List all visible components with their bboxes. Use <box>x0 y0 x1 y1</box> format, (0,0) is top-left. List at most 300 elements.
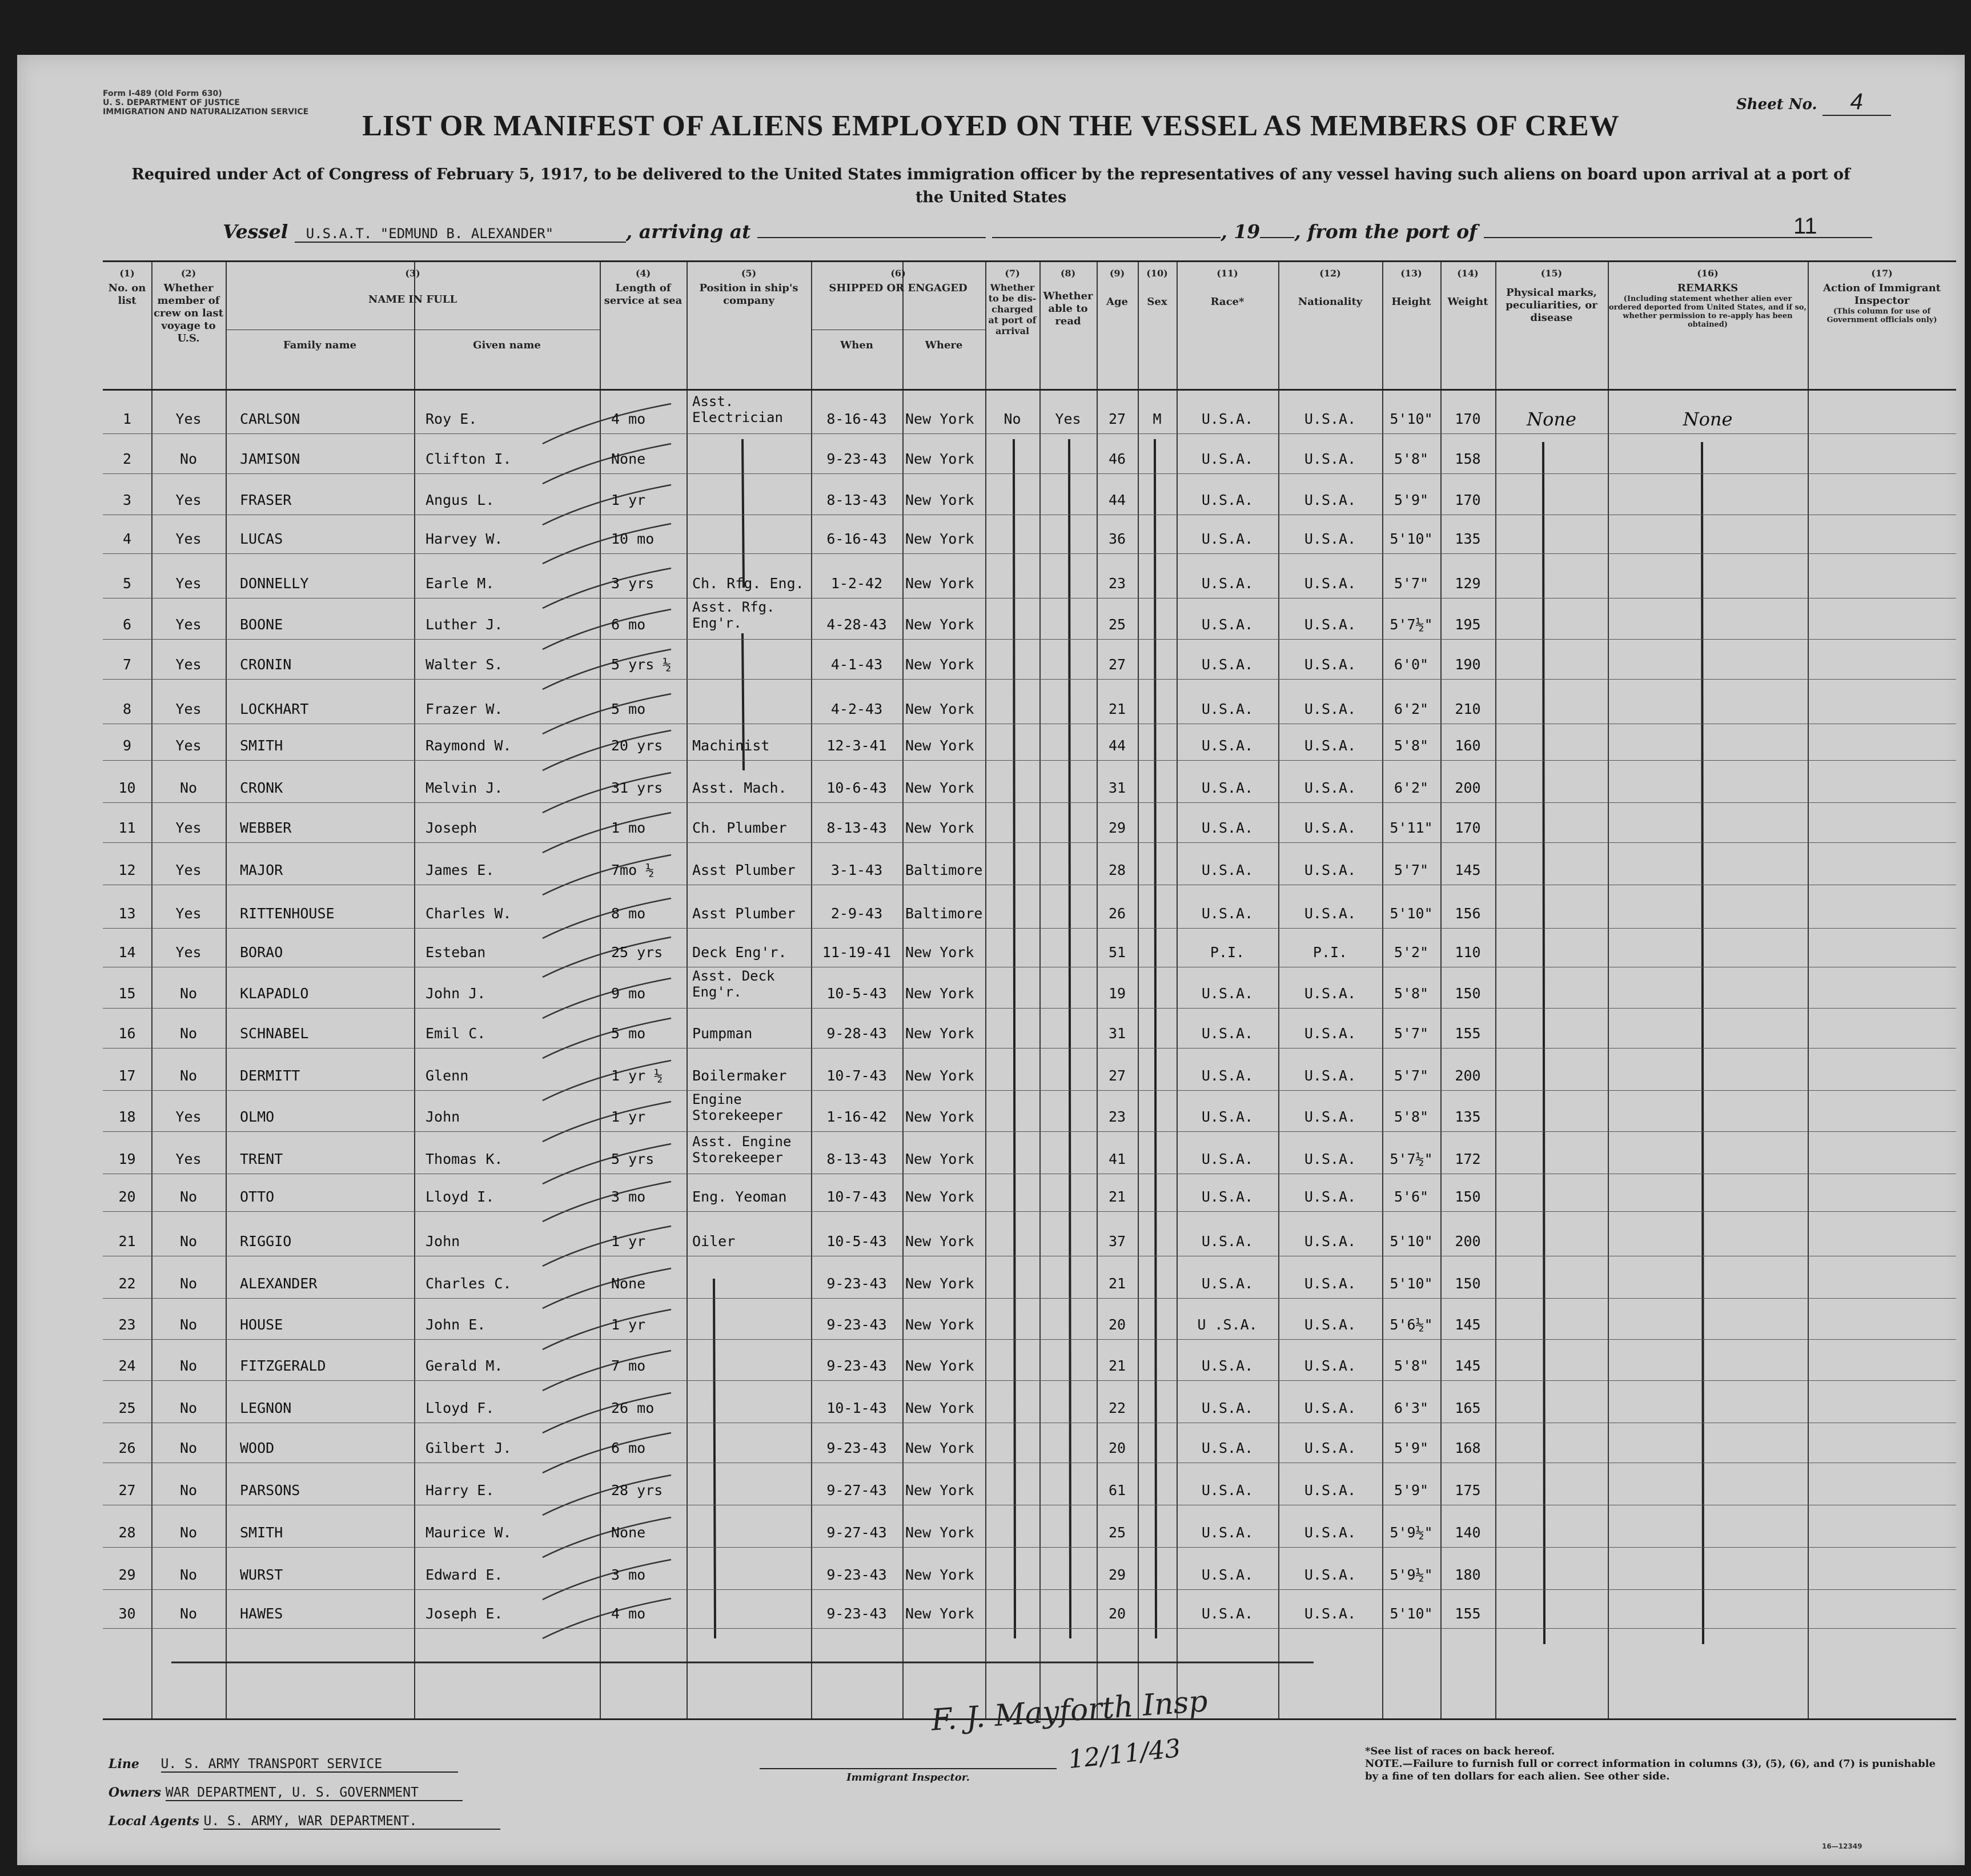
cell-no: 18 <box>118 1108 136 1125</box>
cell-height: 5'7" <box>1394 1067 1429 1084</box>
cell-last: No <box>179 1482 198 1499</box>
cell-age: 36 <box>1108 531 1126 547</box>
cell-nationality: U.S.A. <box>1304 1151 1356 1167</box>
header-inspector-action: (17) Action of Immigrant Inspector (This column for use of Government officials only) <box>1823 268 1941 324</box>
cell-no: 12 <box>118 862 136 878</box>
cell-where: New York <box>905 1605 974 1622</box>
cell-age: 44 <box>1108 492 1126 508</box>
cell-height: 5'6½" <box>1390 1316 1433 1333</box>
header-shipped-or-engaged: (6) SHIPPED OR ENGAGED <box>829 268 968 294</box>
cell-given: Roy E. <box>425 411 477 427</box>
cell-where: New York <box>905 701 974 717</box>
cell-nationality: U.S.A. <box>1304 575 1356 592</box>
cell-weight: 156 <box>1455 905 1481 922</box>
cell-where: New York <box>905 492 974 508</box>
line-field <box>109 1757 458 1773</box>
cell-no: 15 <box>118 985 136 1002</box>
cell-family: SMITH <box>240 737 283 754</box>
cell-family: DONNELLY <box>240 575 309 592</box>
cell-given: Charles W. <box>425 905 512 922</box>
cell-service: 25 yrs <box>611 944 663 961</box>
cell-height: 5'9½" <box>1390 1566 1433 1583</box>
row-rule <box>103 679 1956 680</box>
cell-where: New York <box>905 531 974 547</box>
cell-race: U.S.A. <box>1201 1067 1254 1084</box>
cell-where: New York <box>905 1482 974 1499</box>
cell-when: 9-23-43 <box>826 1605 887 1622</box>
cell-given: Thomas K. <box>425 1151 503 1167</box>
document-title: LIST OR MANIFEST OF ALIENS EMPLOYED ON THE VESSEL AS MEMBERS OF CREW <box>362 110 1620 142</box>
cell-race: U.S.A. <box>1201 862 1254 878</box>
cell-age: 20 <box>1108 1605 1126 1622</box>
cell-race: U .S.A. <box>1197 1316 1258 1333</box>
cell-weight: 210 <box>1455 701 1481 717</box>
cell-where: New York <box>905 1108 974 1125</box>
header-sex: (10) Sex <box>1146 268 1168 308</box>
cell-family: MAJOR <box>240 862 283 878</box>
cell-service: 4 mo <box>611 411 646 427</box>
cell-nationality: U.S.A. <box>1304 905 1356 922</box>
cell-weight: 145 <box>1455 862 1481 878</box>
cell-family: CRONIN <box>240 656 292 673</box>
cell-nationality: U.S.A. <box>1304 616 1356 633</box>
sheet-number-value: 4 <box>1823 89 1891 116</box>
cell-family: PARSONS <box>240 1482 300 1499</box>
cell-age: 25 <box>1108 1524 1126 1541</box>
cell-when: 10-5-43 <box>826 1233 887 1250</box>
row-rule <box>103 1211 1956 1212</box>
cell-given: Angus L. <box>425 492 495 508</box>
row-rule <box>103 1380 1956 1381</box>
cell-when: 9-27-43 <box>826 1482 887 1499</box>
cell-height: 5'8" <box>1394 737 1429 754</box>
line-value: U. S. ARMY TRANSPORT SERVICE <box>161 1757 458 1773</box>
cell-no: 22 <box>118 1275 136 1292</box>
cell-when: 9-23-43 <box>826 451 887 467</box>
cell-position: Deck Eng'r. <box>692 944 787 961</box>
row-rule <box>103 1339 1956 1340</box>
cell-last: Yes <box>175 820 202 836</box>
cell-nationality: U.S.A. <box>1304 1067 1356 1084</box>
cell-nationality: U.S.A. <box>1304 1357 1356 1374</box>
cell-last: No <box>179 1524 198 1541</box>
cell-age: 26 <box>1108 905 1126 922</box>
cell-age: 41 <box>1108 1151 1126 1167</box>
cell-service: 4 mo <box>611 1605 646 1622</box>
cell-where: New York <box>905 1188 974 1205</box>
cell-given: Maurice W. <box>425 1524 512 1541</box>
cell-race: U.S.A. <box>1201 411 1254 427</box>
header-able-to-read: (8) Whether able to read <box>1043 268 1093 327</box>
cell-service: 5 yrs ½ <box>611 656 672 673</box>
cell-family: BOONE <box>240 616 283 633</box>
cell-race: U.S.A. <box>1201 492 1254 508</box>
cell-age: 31 <box>1108 780 1126 796</box>
note-races: *See list of races on back hereof. <box>1365 1745 1555 1757</box>
cell-nationality: U.S.A. <box>1304 411 1356 427</box>
cell-height: 5'10" <box>1390 411 1433 427</box>
year-label: , 19 <box>1221 220 1261 243</box>
vessel-name: U.S.A.T. "EDMUND B. ALEXANDER" <box>295 226 626 243</box>
cell-service: 20 yrs <box>611 737 663 754</box>
row-rule <box>103 473 1956 474</box>
header-height: (13) Height <box>1391 268 1431 308</box>
manifest-number: 11 <box>1793 214 1817 239</box>
cell-last: Yes <box>175 531 202 547</box>
row-rule <box>103 639 1956 640</box>
cell-race: U.S.A. <box>1201 1151 1254 1167</box>
cell-when: 9-27-43 <box>826 1524 887 1541</box>
cell-family: OTTO <box>240 1188 275 1205</box>
cell-height: 5'7" <box>1394 1025 1429 1042</box>
cell-age: 51 <box>1108 944 1126 961</box>
row-rule <box>103 1628 1956 1629</box>
cell-where: Baltimore <box>905 862 983 878</box>
cell-nationality: U.S.A. <box>1304 656 1356 673</box>
print-code: 16—12349 <box>1822 1842 1862 1850</box>
header-discharged: (7) Whether to be dis-charged at port of arrival <box>988 268 1037 336</box>
header-family-name: Family name <box>283 339 357 351</box>
cell-height: 5'10" <box>1390 905 1433 922</box>
cell-age: 28 <box>1108 862 1126 878</box>
row-rule <box>103 1589 1956 1590</box>
cell-nationality: U.S.A. <box>1304 1188 1356 1205</box>
cell-family: HAWES <box>240 1605 283 1622</box>
cell-weight: 155 <box>1455 1605 1481 1622</box>
cell-age: 27 <box>1108 411 1126 427</box>
cell-no: 23 <box>118 1316 136 1333</box>
cell-nationality: U.S.A. <box>1304 1275 1356 1292</box>
cell-height: 5'7½" <box>1390 1151 1433 1167</box>
cell-weight: 135 <box>1455 1108 1481 1125</box>
cell-position: Boilermaker <box>692 1067 787 1084</box>
cell-no: 27 <box>118 1482 136 1499</box>
cell-race: U.S.A. <box>1201 1440 1254 1456</box>
cell-age: 46 <box>1108 451 1126 467</box>
cell-family: CRONK <box>240 780 283 796</box>
cell-when: 8-13-43 <box>826 1151 887 1167</box>
cell-nationality: U.S.A. <box>1304 985 1356 1002</box>
cell-family: LUCAS <box>240 531 283 547</box>
cell-weight: 170 <box>1455 411 1481 427</box>
cell-given: Gerald M. <box>425 1357 503 1374</box>
cell-where: New York <box>905 1440 974 1456</box>
cell-weight: 150 <box>1455 985 1481 1002</box>
cell-race: U.S.A. <box>1201 1357 1254 1374</box>
cell-height: 5'9½" <box>1390 1524 1433 1541</box>
cell-height: 5'7" <box>1394 575 1429 592</box>
cell-no: 4 <box>122 531 132 547</box>
ditto-line-sex <box>1155 439 1156 1638</box>
cell-given: John E. <box>425 1316 486 1333</box>
cell-where: New York <box>905 656 974 673</box>
cell-last: No <box>179 985 198 1002</box>
cell-nationality: U.S.A. <box>1304 1025 1356 1042</box>
header-given-name: Given name <box>473 339 541 351</box>
cell-given: Harry E. <box>425 1482 495 1499</box>
cell-last: Yes <box>175 616 202 633</box>
cell-last: Yes <box>175 656 202 673</box>
cell-given: Glenn <box>425 1067 469 1084</box>
cell-no: 20 <box>118 1188 136 1205</box>
cell-nationality: U.S.A. <box>1304 1524 1356 1541</box>
cell-height: 5'10" <box>1390 1233 1433 1250</box>
cell-when: 8-13-43 <box>826 820 887 836</box>
document-subtitle: Required under Act of Congress of February 5, 1917, to be delivered to the United States immigration officer by the representatives of any vessel having such aliens on board upon arrival at a port of the United States <box>131 166 1850 206</box>
cell-weight: 200 <box>1455 1233 1481 1250</box>
cell-where: Baltimore <box>905 905 983 922</box>
agents-label: Local Agents <box>109 1814 199 1829</box>
cell-given: John <box>425 1233 460 1250</box>
cell-given: Edward E. <box>425 1566 503 1583</box>
cell-given: Esteban <box>425 944 486 961</box>
cell-discharged: No <box>1003 411 1021 427</box>
cell-age: 23 <box>1108 1108 1126 1125</box>
header-where: Where <box>925 339 963 351</box>
cell-height: 5'8" <box>1394 1357 1429 1374</box>
cell-weight: 158 <box>1455 451 1481 467</box>
cell-given: Frazer W. <box>425 701 503 717</box>
cell-service: None <box>611 1275 646 1292</box>
cell-height: 5'10" <box>1390 531 1433 547</box>
header-position: (5) Position in ship's company <box>699 268 798 307</box>
cell-where: New York <box>905 1566 974 1583</box>
cell-when: 3-1-43 <box>830 862 883 878</box>
row-rule <box>103 1547 1956 1548</box>
cell-no: 6 <box>122 616 132 633</box>
header-race: (11) Race* <box>1210 268 1245 308</box>
cell-no: 14 <box>118 944 136 961</box>
cell-service: 5 yrs <box>611 1151 655 1167</box>
cell-when: 4-28-43 <box>826 616 887 633</box>
cell-service: 1 yr <box>611 1108 646 1125</box>
cell-height: 5'9" <box>1394 1482 1429 1499</box>
header-last-voyage: (2) Whether member of crew on last voyage to U.S. <box>154 268 223 344</box>
cell-where: New York <box>905 1233 974 1250</box>
cell-given: Emil C. <box>425 1025 486 1042</box>
cell-race: U.S.A. <box>1201 985 1254 1002</box>
cell-given: Lloyd F. <box>425 1400 495 1416</box>
owners-value: WAR DEPARTMENT, U. S. GOVERNMENT <box>166 1785 463 1801</box>
cell-last: Yes <box>175 1151 202 1167</box>
cell-race: U.S.A. <box>1201 1524 1254 1541</box>
cell-given: Melvin J. <box>425 780 503 796</box>
cell-no: 10 <box>118 780 136 796</box>
cell-position: Eng. Yeoman <box>692 1188 787 1205</box>
cell-given: John <box>425 1108 460 1125</box>
cell-height: 6'2" <box>1394 780 1429 796</box>
cell-no: 19 <box>118 1151 136 1167</box>
cell-age: 61 <box>1108 1482 1126 1499</box>
header-remarks: (16) REMARKS (Including statement whether alien ever ordered deported from United States, and if so, whether permission to re-apply has been obtained) <box>1608 268 1807 329</box>
cell-where: New York <box>905 616 974 633</box>
arriving-label: , arriving at <box>625 220 751 243</box>
cell-given: Lloyd I. <box>425 1188 495 1205</box>
cell-race: U.S.A. <box>1201 1275 1254 1292</box>
cell-no: 5 <box>122 575 132 592</box>
cell-age: 21 <box>1108 1275 1126 1292</box>
cell-when: 1-2-42 <box>830 575 883 592</box>
cell-position: Machinist <box>692 737 770 754</box>
cell-race: U.S.A. <box>1201 1108 1254 1125</box>
cell-nationality: P.I. <box>1312 944 1348 961</box>
cell-age: 27 <box>1108 1067 1126 1084</box>
cell-family: LOCKHART <box>240 701 309 717</box>
cell-weight: 172 <box>1455 1151 1481 1167</box>
cell-no: 3 <box>122 492 132 508</box>
ditto-line-marks <box>1543 442 1544 1644</box>
cell-position: Asst Plumber <box>692 905 796 922</box>
cell-no: 24 <box>118 1357 136 1374</box>
cell-given: Luther J. <box>425 616 503 633</box>
cell-position: Engine Storekeeper <box>692 1091 783 1123</box>
cell-nationality: U.S.A. <box>1304 1605 1356 1622</box>
cell-family: SMITH <box>240 1524 283 1541</box>
cell-where: New York <box>905 1400 974 1416</box>
cell-last: Yes <box>175 411 202 427</box>
cell-when: 9-23-43 <box>826 1357 887 1374</box>
cell-race: U.S.A. <box>1201 905 1254 922</box>
cell-service: 1 yr <box>611 492 646 508</box>
signature-date: 12/11/43 <box>1066 1733 1182 1775</box>
cell-race: U.S.A. <box>1201 656 1254 673</box>
cell-family: DERMITT <box>240 1067 300 1084</box>
cell-when: 10-7-43 <box>826 1188 887 1205</box>
header-when: When <box>840 339 873 351</box>
cell-nationality: U.S.A. <box>1304 1566 1356 1583</box>
cell-age: 44 <box>1108 737 1126 754</box>
cell-race: U.S.A. <box>1201 1188 1254 1205</box>
cell-weight: 190 <box>1455 656 1481 673</box>
cell-age: 19 <box>1108 985 1126 1002</box>
cell-family: OLMO <box>240 1108 275 1125</box>
cell-family: WEBBER <box>240 820 292 836</box>
cell-age: 29 <box>1108 1566 1126 1583</box>
cell-service: 7 mo <box>611 1357 646 1374</box>
row-rule <box>103 760 1956 761</box>
cell-weight: 170 <box>1455 492 1481 508</box>
cell-nationality: U.S.A. <box>1304 531 1356 547</box>
cell-where: New York <box>905 411 974 427</box>
header-no-on-list: (1) No. on list <box>108 268 146 307</box>
cell-read: Yes <box>1055 411 1081 427</box>
cell-age: 37 <box>1108 1233 1126 1250</box>
cell-last: Yes <box>175 737 202 754</box>
cell-family: LEGNON <box>240 1400 292 1416</box>
cell-service: 26 mo <box>611 1400 655 1416</box>
cell-weight: 129 <box>1455 575 1481 592</box>
header-name-in-full: (3) NAME IN FULL <box>368 268 457 306</box>
cell-last: No <box>179 780 198 796</box>
cell-height: 5'9" <box>1394 492 1429 508</box>
cell-service: 5 mo <box>611 701 646 717</box>
from-port-label: , from the port of <box>1294 220 1478 243</box>
cell-race: U.S.A. <box>1201 737 1254 754</box>
vessel-line <box>223 220 1856 243</box>
cell-nationality: U.S.A. <box>1304 451 1356 467</box>
cell-no: 8 <box>122 701 132 717</box>
cell-height: 6'3" <box>1394 1400 1429 1416</box>
cell-weight: 165 <box>1455 1400 1481 1416</box>
cell-service: 1 mo <box>611 820 646 836</box>
cell-where: New York <box>905 944 974 961</box>
cell-weight: 150 <box>1455 1275 1481 1292</box>
cell-position: Ch. Plumber <box>692 820 787 836</box>
cell-remarks: None <box>1683 408 1733 430</box>
cell-where: New York <box>905 780 974 796</box>
cell-weight: 168 <box>1455 1440 1481 1456</box>
cell-weight: 145 <box>1455 1316 1481 1333</box>
row-rule <box>103 1090 1956 1091</box>
cell-where: New York <box>905 820 974 836</box>
cell-height: 6'2" <box>1394 701 1429 717</box>
cell-weight: 200 <box>1455 780 1481 796</box>
cell-age: 21 <box>1108 1188 1126 1205</box>
cell-service: 10 mo <box>611 531 655 547</box>
cell-sex: M <box>1153 411 1162 427</box>
row-rule <box>103 842 1956 843</box>
cell-race: P.I. <box>1210 944 1245 961</box>
form-id-line: Form I-489 (Old Form 630) <box>103 89 222 98</box>
cell-family: WURST <box>240 1566 283 1583</box>
cell-where: New York <box>905 1316 974 1333</box>
cell-weight: 150 <box>1455 1188 1481 1205</box>
cell-service: 3 yrs <box>611 575 655 592</box>
cell-age: 25 <box>1108 616 1126 633</box>
cell-nationality: U.S.A. <box>1304 1108 1356 1125</box>
cell-age: 21 <box>1108 1357 1126 1374</box>
cell-when: 4-1-43 <box>830 656 883 673</box>
cell-nationality: U.S.A. <box>1304 820 1356 836</box>
cell-where: New York <box>905 451 974 467</box>
row-rule <box>103 1048 1956 1049</box>
cell-position: Asst. Electrician <box>692 393 783 425</box>
row-rule <box>103 1008 1956 1009</box>
cell-last: No <box>179 1357 198 1374</box>
inspector-label: Immigrant Inspector. <box>760 1768 1057 1783</box>
footnotes <box>1365 1745 1936 1783</box>
owners-field <box>109 1785 463 1801</box>
cell-when: 10-5-43 <box>826 985 887 1002</box>
cell-age: 29 <box>1108 820 1126 836</box>
form-id-line: IMMIGRATION AND NATURALIZATION SERVICE <box>103 107 309 117</box>
cell-given: Charles C. <box>425 1275 512 1292</box>
cell-age: 27 <box>1108 656 1126 673</box>
cell-when: 1-16-42 <box>826 1108 887 1125</box>
header-nationality: (12) Nationality <box>1298 268 1363 308</box>
cell-no: 13 <box>118 905 136 922</box>
cell-when: 4-2-43 <box>830 701 883 717</box>
cell-no: 28 <box>118 1524 136 1541</box>
manifest-table <box>103 260 1956 1720</box>
cell-where: New York <box>905 575 974 592</box>
cell-last: No <box>179 1605 198 1622</box>
cell-nationality: U.S.A. <box>1304 1482 1356 1499</box>
cell-last: No <box>179 1275 198 1292</box>
ditto-line-position <box>714 1279 715 1638</box>
header-weight: (14) Weight <box>1447 268 1488 308</box>
cell-when: 12-3-41 <box>826 737 887 754</box>
cell-age: 20 <box>1108 1316 1126 1333</box>
cell-given: Joseph E. <box>425 1605 503 1622</box>
cell-given: Harvey W. <box>425 531 503 547</box>
cell-race: U.S.A. <box>1201 531 1254 547</box>
cell-no: 9 <box>122 737 132 754</box>
cell-no: 17 <box>118 1067 136 1084</box>
cell-given: Joseph <box>425 820 477 836</box>
cell-height: 5'10" <box>1390 1275 1433 1292</box>
cell-no: 16 <box>118 1025 136 1042</box>
